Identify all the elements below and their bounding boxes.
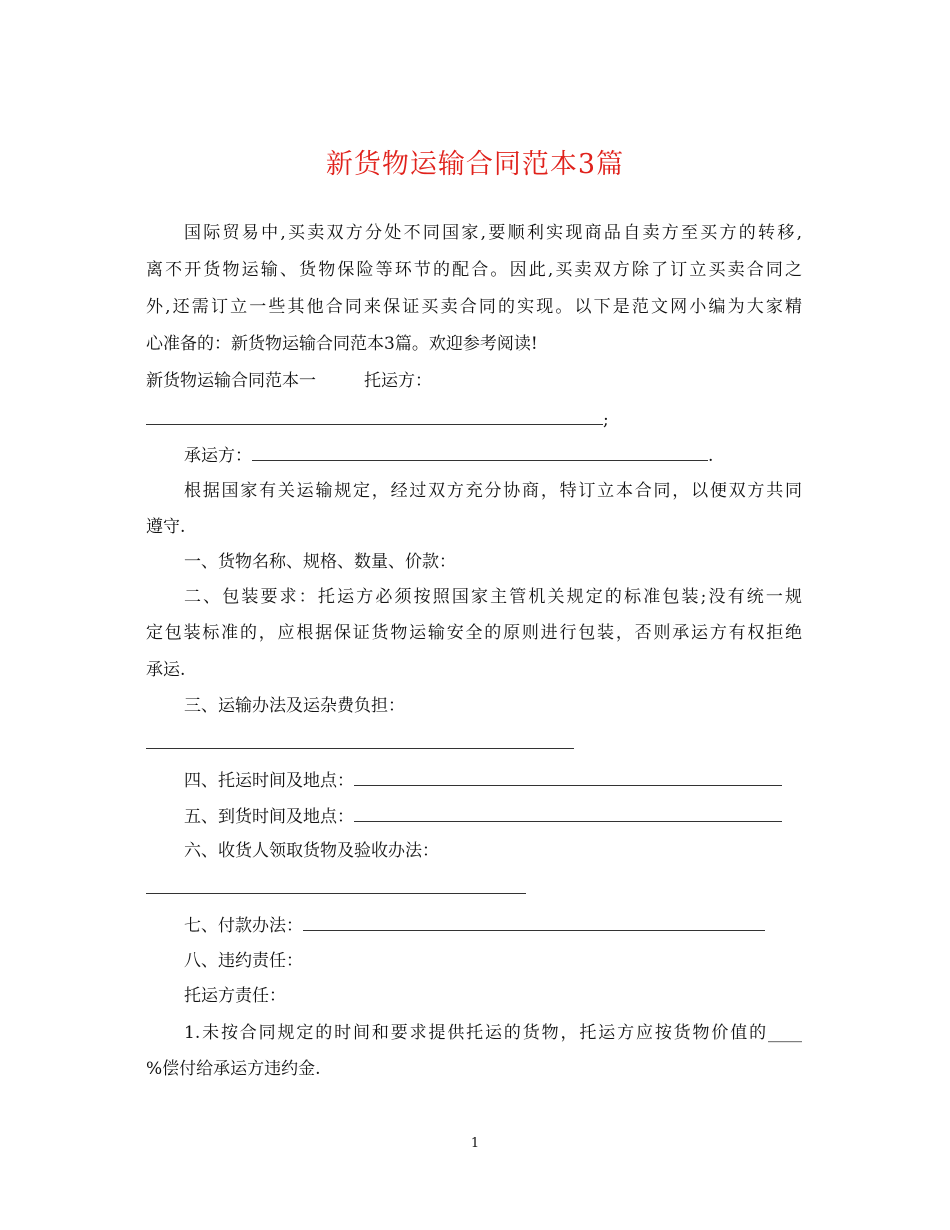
- clause-6-blank: [146, 893, 526, 894]
- clause-6: 六、收货人领取货物及验收办法：: [184, 841, 439, 861]
- item-1-line-1: 1.未按合同规定的时间和要求提供托运的货物，托运方应按货物价值的____: [184, 1023, 802, 1043]
- carrier-end: .: [708, 446, 714, 466]
- basis-line-1: 根据国家有关运输规定，经过双方充分协商，特订立本合同，以便双方共同: [184, 481, 802, 501]
- item-1-line-2: %偿付给承运方违约金.: [146, 1059, 321, 1079]
- basis-line-2: 遵守.: [146, 517, 186, 537]
- intro-line-2: 离不开货物运输、货物保险等环节的配合。因此,买卖双方除了订立买卖合同之: [146, 260, 802, 280]
- shipper-blank: [146, 408, 603, 425]
- clause-5-line: [184, 805, 802, 828]
- clause-7: 七、付款办法：: [184, 916, 303, 936]
- clause-5: 五、到货时间及地点：: [184, 807, 354, 827]
- carrier-line: [184, 444, 802, 467]
- clause-4: 四、托运时间及地点：: [184, 771, 354, 791]
- page-number: 1: [470, 1136, 480, 1151]
- clause-1: 一、货物名称、规格、数量、价款：: [184, 552, 456, 572]
- shipper-label: 托运方：: [364, 371, 432, 391]
- clause-5-blank: [354, 805, 782, 822]
- document-title: 新货物运输合同范本3篇: [325, 149, 625, 180]
- intro-line-3: 外,还需订立一些其他合同来保证买卖合同的实现。以下是范文网小编为大家精: [146, 297, 802, 317]
- clause-3: 三、运输办法及运杂费负担：: [184, 696, 405, 716]
- clause-2-line-1: 二、包装要求：托运方必须按照国家主管机关规定的标准包装;没有统一规: [184, 587, 802, 607]
- shipper-blank-line: [146, 408, 802, 431]
- carrier-blank: [252, 444, 708, 461]
- clause-3-blank: [146, 748, 574, 749]
- clause-4-line: [184, 769, 802, 792]
- intro-line-4: 心准备的：新货物运输合同范本3篇。欢迎参考阅读!: [146, 334, 538, 354]
- section-heading: 新货物运输合同范本一: [146, 371, 316, 391]
- carrier-label: 承运方：: [184, 446, 252, 466]
- section-heading-line: [146, 370, 802, 392]
- clause-8: 八、违约责任：: [184, 951, 303, 971]
- clause-7-blank: [303, 914, 765, 931]
- shipper-liability: 托运方责任：: [184, 986, 286, 1006]
- clause-7-line: [184, 914, 802, 937]
- clause-2-line-3: 承运.: [146, 660, 186, 680]
- shipper-end: ;: [603, 410, 609, 430]
- clause-2-line-2: 定包装标准的，应根据保证货物运输安全的原则进行包装，否则承运方有权拒绝: [146, 623, 802, 643]
- intro-line-1: 国际贸易中,买卖双方分处不同国家,要顺利实现商品自卖方至买方的转移,: [184, 223, 802, 243]
- clause-4-blank: [354, 769, 782, 786]
